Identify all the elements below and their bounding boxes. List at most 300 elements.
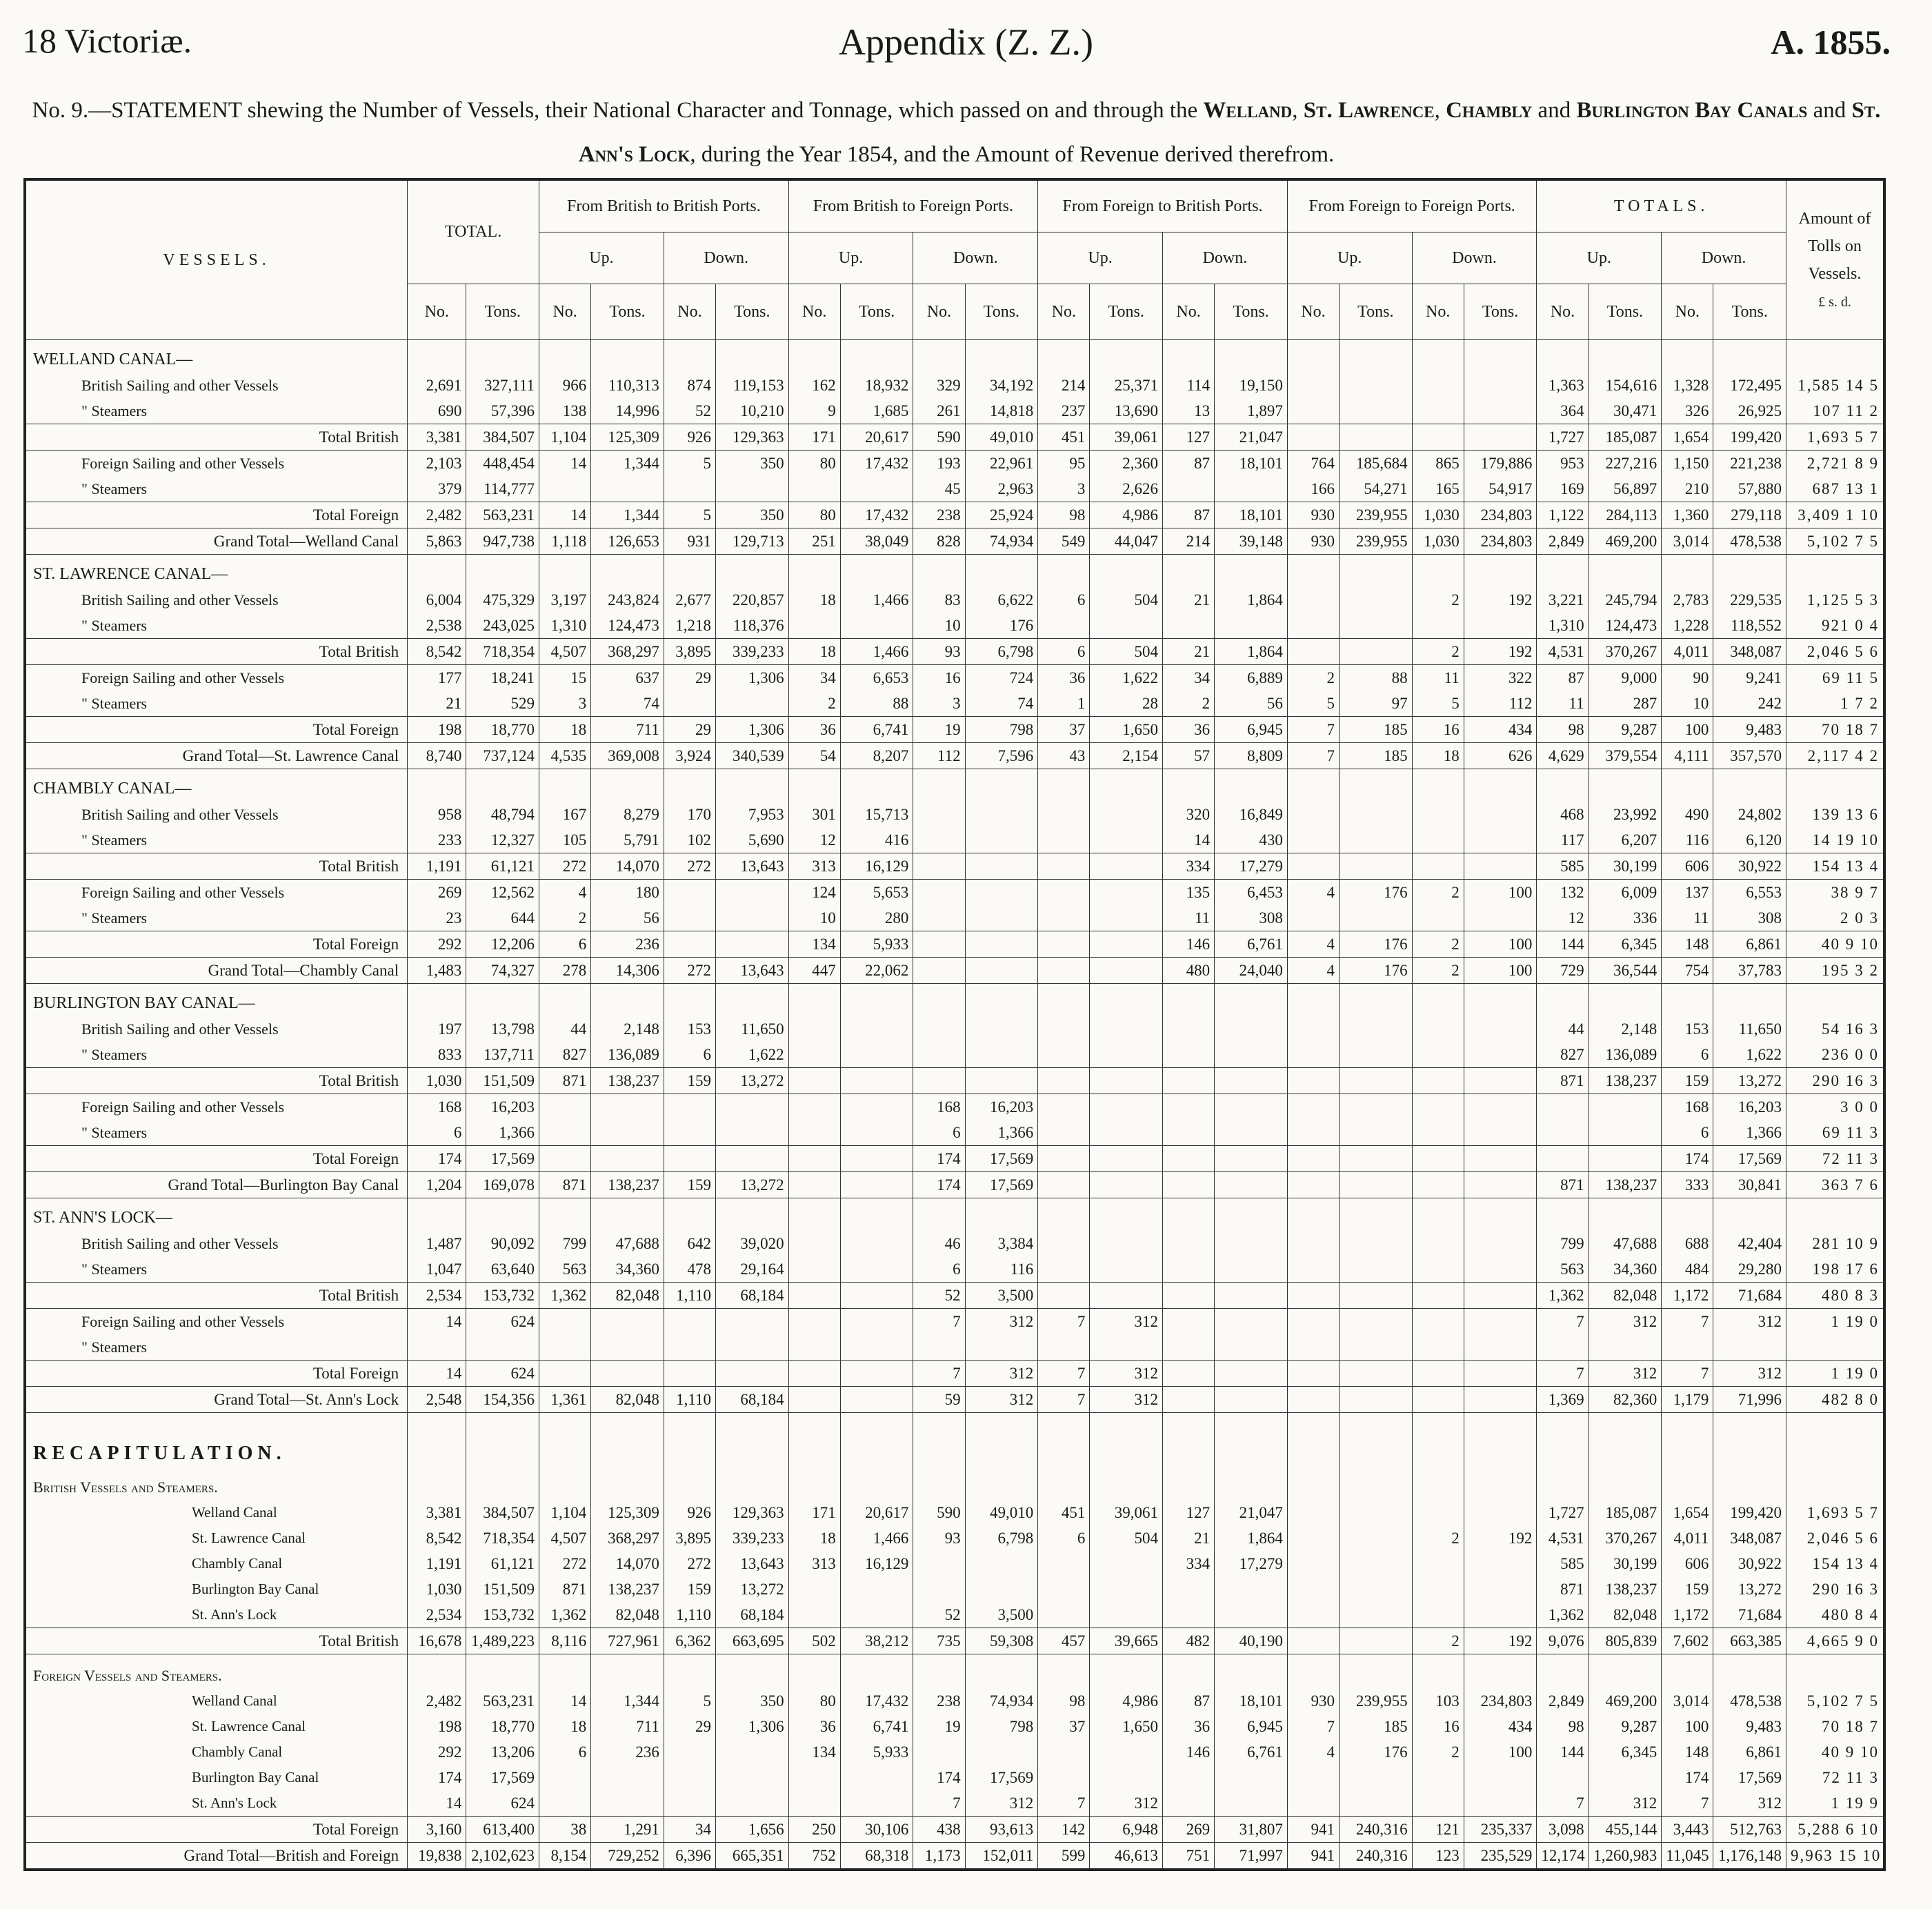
value-cell: 8,154 xyxy=(539,1843,591,1870)
table-row xyxy=(25,587,1884,613)
value-cell: 624 xyxy=(466,1309,539,1335)
table-row xyxy=(25,1334,1884,1361)
tolls-cell: 2,046 5 6 xyxy=(1786,1525,1885,1551)
value-cell: 185 xyxy=(1339,717,1412,743)
value-cell: 370,267 xyxy=(1589,639,1662,665)
value-cell xyxy=(1713,1334,1786,1361)
value-cell: 549 xyxy=(1038,528,1090,555)
value-cell xyxy=(1339,424,1412,451)
tolls-cell: 2,721 8 9 xyxy=(1786,451,1885,477)
empty-cell xyxy=(664,1654,715,1689)
value-cell xyxy=(1090,1068,1163,1094)
tolls-cell: 139 13 6 xyxy=(1786,802,1885,827)
value-cell: 871 xyxy=(1537,1172,1589,1198)
value-cell xyxy=(539,476,591,502)
empty-cell xyxy=(466,555,539,588)
empty-cell xyxy=(1038,1466,1090,1500)
value-cell xyxy=(1090,802,1163,827)
value-cell: 313 xyxy=(788,1551,840,1576)
value-cell: 19,838 xyxy=(408,1843,466,1870)
value-cell: 9,076 xyxy=(1537,1628,1589,1654)
value-cell xyxy=(1339,1309,1412,1335)
value-cell: 2,849 xyxy=(1537,1688,1589,1714)
value-cell: 711 xyxy=(591,1714,664,1739)
value-cell xyxy=(788,1334,840,1361)
value-cell xyxy=(1163,1361,1215,1387)
value-cell xyxy=(715,1120,788,1146)
value-cell xyxy=(1287,1334,1339,1361)
row-label: British Sailing and other Vessels xyxy=(25,587,408,613)
value-cell xyxy=(1412,1283,1464,1309)
value-cell xyxy=(591,1146,664,1172)
value-cell xyxy=(1464,1387,1537,1413)
empty-cell xyxy=(664,555,715,588)
value-cell xyxy=(1339,1790,1412,1817)
value-cell xyxy=(715,1790,788,1817)
value-cell: 90,092 xyxy=(466,1231,539,1256)
value-cell: 312 xyxy=(1713,1309,1786,1335)
row-label: ST. LAWRENCE CANAL— xyxy=(25,555,408,588)
value-cell: 1,344 xyxy=(591,1688,664,1714)
appendix-title: Appendix (Z. Z.) xyxy=(839,21,1093,63)
table-row xyxy=(25,1602,1884,1628)
value-cell xyxy=(1464,1283,1537,1309)
value-cell: 20,617 xyxy=(840,1500,913,1525)
value-cell xyxy=(591,476,664,502)
table-row xyxy=(25,880,1884,906)
value-cell: 799 xyxy=(1537,1231,1589,1256)
value-cell xyxy=(1038,1094,1090,1120)
value-cell: 798 xyxy=(965,1714,1038,1739)
table-row xyxy=(25,1525,1884,1551)
value-cell: 11,650 xyxy=(715,1016,788,1042)
value-cell: 626 xyxy=(1464,743,1537,769)
value-cell: 16,203 xyxy=(466,1094,539,1120)
value-cell: 198 xyxy=(408,717,466,743)
value-cell xyxy=(965,1042,1038,1068)
empty-cell xyxy=(466,1654,539,1689)
value-cell xyxy=(840,1094,913,1120)
value-cell: 369,008 xyxy=(591,743,664,769)
table-row xyxy=(25,1231,1884,1256)
value-cell: 3,381 xyxy=(408,424,466,451)
value-cell xyxy=(840,1256,913,1283)
value-cell xyxy=(1412,1387,1464,1413)
value-cell: 13,272 xyxy=(1713,1576,1786,1602)
empty-cell xyxy=(840,555,913,588)
tons-subheader: Tons. xyxy=(1464,284,1537,340)
tons-subheader: Tons. xyxy=(1215,284,1288,340)
value-cell: 2 xyxy=(1412,958,1464,984)
empty-cell xyxy=(840,769,913,802)
value-cell: 8,740 xyxy=(408,743,466,769)
value-cell: 2,482 xyxy=(408,1688,466,1714)
value-cell: 61,121 xyxy=(466,1551,539,1576)
empty-cell xyxy=(1662,1413,1713,1467)
value-cell xyxy=(1038,1042,1090,1068)
value-cell xyxy=(965,853,1038,880)
row-label: Grand Total—St. Ann's Lock xyxy=(25,1387,408,1413)
value-cell: 1,122 xyxy=(1537,502,1589,528)
value-cell: 100 xyxy=(1464,931,1537,958)
value-cell xyxy=(539,1094,591,1120)
value-cell: 112 xyxy=(1464,691,1537,717)
value-cell xyxy=(1163,613,1215,639)
value-cell: 312 xyxy=(965,1361,1038,1387)
value-cell: 3,895 xyxy=(664,639,715,665)
row-label: " Steamers xyxy=(25,1334,408,1361)
row-label: RECAPITULATION. xyxy=(25,1413,408,1467)
value-cell: 250 xyxy=(788,1817,840,1843)
value-cell xyxy=(1589,1094,1662,1120)
value-cell xyxy=(1287,1500,1339,1525)
value-cell: 18 xyxy=(788,639,840,665)
value-cell: 123 xyxy=(1412,1843,1464,1870)
row-label: British Vessels and Steamers. xyxy=(25,1466,408,1500)
value-cell: 6 xyxy=(539,931,591,958)
tolls-cell: 3,409 1 10 xyxy=(1786,502,1885,528)
value-cell: 185,684 xyxy=(1339,451,1412,477)
value-cell xyxy=(913,1739,965,1765)
value-cell: 236 xyxy=(591,1739,664,1765)
row-label: British Sailing and other Vessels xyxy=(25,802,408,827)
value-cell: 199,420 xyxy=(1713,1500,1786,1525)
tolls-cell: 1 7 2 xyxy=(1786,691,1885,717)
value-cell xyxy=(664,1739,715,1765)
value-cell: 17,569 xyxy=(1713,1765,1786,1790)
value-cell: 327,111 xyxy=(466,373,539,398)
value-cell: 3,381 xyxy=(408,1500,466,1525)
value-cell xyxy=(788,1283,840,1309)
table-row xyxy=(25,1016,1884,1042)
value-cell: 21,047 xyxy=(1215,1500,1288,1525)
value-cell: 193 xyxy=(913,451,965,477)
value-cell: 2,548 xyxy=(408,1387,466,1413)
value-cell: 80 xyxy=(788,502,840,528)
value-cell: 727,961 xyxy=(591,1628,664,1654)
value-cell: 280 xyxy=(840,905,913,931)
value-cell: 44,047 xyxy=(1090,528,1163,555)
value-cell xyxy=(1090,905,1163,931)
empty-cell xyxy=(1662,340,1713,373)
value-cell: 606 xyxy=(1662,1551,1713,1576)
empty-cell xyxy=(1662,555,1713,588)
value-cell xyxy=(1464,424,1537,451)
table-row xyxy=(25,958,1884,984)
value-cell: 47,688 xyxy=(1589,1231,1662,1256)
value-cell xyxy=(840,1387,913,1413)
value-cell xyxy=(1215,1172,1288,1198)
value-cell xyxy=(1038,1576,1090,1602)
value-cell: 68,184 xyxy=(715,1283,788,1309)
value-cell: 947,738 xyxy=(466,528,539,555)
value-cell: 451 xyxy=(1038,1500,1090,1525)
empty-cell xyxy=(1464,1198,1537,1232)
value-cell: 137,711 xyxy=(466,1042,539,1068)
value-cell: 30,199 xyxy=(1589,1551,1662,1576)
value-cell xyxy=(1287,1172,1339,1198)
table-row xyxy=(25,476,1884,502)
value-cell xyxy=(1090,1765,1163,1790)
value-cell: 2 xyxy=(1412,1739,1464,1765)
tons-subheader: Tons. xyxy=(591,284,664,340)
value-cell: 1,489,223 xyxy=(466,1628,539,1654)
value-cell: 688 xyxy=(1662,1231,1713,1256)
value-cell xyxy=(1287,1042,1339,1068)
value-cell xyxy=(1038,1739,1090,1765)
value-cell xyxy=(840,1042,913,1068)
tolls-cell: 5,102 7 5 xyxy=(1786,1688,1885,1714)
tolls-cell xyxy=(1786,1334,1885,1361)
value-cell: 38,049 xyxy=(840,528,913,555)
empty-cell xyxy=(1537,555,1589,588)
value-cell: 966 xyxy=(539,373,591,398)
value-cell: 36 xyxy=(788,717,840,743)
value-cell xyxy=(1215,1256,1288,1283)
value-cell: 240,316 xyxy=(1339,1817,1412,1843)
empty-cell xyxy=(715,1654,788,1689)
value-cell: 16,678 xyxy=(408,1628,466,1654)
row-label: St. Lawrence Canal xyxy=(25,1714,408,1739)
value-cell: 1,366 xyxy=(965,1120,1038,1146)
value-cell xyxy=(913,880,965,906)
empty-cell xyxy=(1215,1466,1288,1500)
row-label: Total British xyxy=(25,853,408,880)
value-cell xyxy=(1038,1283,1090,1309)
value-cell: 1,172 xyxy=(1662,1283,1713,1309)
empty-cell xyxy=(1537,1466,1589,1500)
value-cell: 10,210 xyxy=(715,398,788,424)
value-cell xyxy=(1412,1361,1464,1387)
value-cell: 52 xyxy=(913,1283,965,1309)
empty-cell xyxy=(591,1466,664,1500)
value-cell xyxy=(715,476,788,502)
value-cell xyxy=(840,1231,913,1256)
value-cell: 144 xyxy=(1537,931,1589,958)
value-cell: 2,103 xyxy=(408,451,466,477)
value-cell xyxy=(539,1334,591,1361)
value-cell: 134 xyxy=(788,1739,840,1765)
value-cell: 167 xyxy=(539,802,591,827)
empty-cell xyxy=(1038,1198,1090,1232)
value-cell xyxy=(1464,1120,1537,1146)
value-cell: 368,297 xyxy=(591,1525,664,1551)
empty-cell xyxy=(1339,555,1412,588)
value-cell xyxy=(1339,802,1412,827)
value-cell: 9,483 xyxy=(1713,717,1786,743)
empty-cell xyxy=(664,1198,715,1232)
value-cell: 642 xyxy=(664,1231,715,1256)
value-cell xyxy=(840,1120,913,1146)
value-cell: 14 xyxy=(408,1361,466,1387)
value-cell xyxy=(1287,1790,1339,1817)
row-label: Grand Total—British and Foreign xyxy=(25,1843,408,1870)
value-cell: 665,351 xyxy=(715,1843,788,1870)
value-cell: 1,191 xyxy=(408,1551,466,1576)
row-label: Foreign Sailing and other Vessels xyxy=(25,665,408,691)
value-cell: 14,070 xyxy=(591,1551,664,1576)
value-cell xyxy=(1215,613,1288,639)
value-cell: 18 xyxy=(539,1714,591,1739)
value-cell: 11 xyxy=(1412,665,1464,691)
value-cell: 6,861 xyxy=(1713,931,1786,958)
value-cell: 2,534 xyxy=(408,1283,466,1309)
value-cell: 1,362 xyxy=(539,1283,591,1309)
value-cell: 2,148 xyxy=(1589,1016,1662,1042)
value-cell: 169 xyxy=(1537,476,1589,502)
value-cell: 199,420 xyxy=(1713,424,1786,451)
value-cell: 45 xyxy=(913,476,965,502)
value-cell: 1,218 xyxy=(664,613,715,639)
value-cell: 799 xyxy=(539,1231,591,1256)
empty-cell xyxy=(913,340,965,373)
value-cell: 129,363 xyxy=(715,1500,788,1525)
value-cell: 1,622 xyxy=(1090,665,1163,691)
value-cell xyxy=(840,1334,913,1361)
value-cell: 18,770 xyxy=(466,1714,539,1739)
value-cell xyxy=(1412,827,1464,853)
value-cell xyxy=(1412,1042,1464,1068)
value-cell: 29 xyxy=(664,717,715,743)
table-row xyxy=(25,717,1884,743)
value-cell xyxy=(1464,398,1537,424)
value-cell: 243,824 xyxy=(591,587,664,613)
value-cell: 17,569 xyxy=(965,1172,1038,1198)
value-cell: 25,371 xyxy=(1090,373,1163,398)
value-cell: 13,272 xyxy=(715,1172,788,1198)
statement-title: No. 9.—STATEMENT shewing the Number of Vessels, their National Character and Tonnage, which passed on and through the Welland, St. Lawrence, Chambly and Burlington Bay Canals and St. Ann's Lock, during the Year 1854, and the Amount of Revenue derived therefrom. xyxy=(32,98,1881,167)
value-cell: 1,176,148 xyxy=(1713,1843,1786,1870)
empty-cell xyxy=(1412,1466,1464,1500)
value-cell: 340,539 xyxy=(715,743,788,769)
value-cell xyxy=(539,1361,591,1387)
row-label: " Steamers xyxy=(25,691,408,717)
value-cell xyxy=(1163,1309,1215,1335)
value-cell: 16 xyxy=(1412,717,1464,743)
row-label: " Steamers xyxy=(25,905,408,931)
value-cell: 49,010 xyxy=(965,1500,1038,1525)
value-cell: 18 xyxy=(788,587,840,613)
value-cell: 585 xyxy=(1537,1551,1589,1576)
value-cell xyxy=(1412,1068,1464,1094)
table-row xyxy=(25,1551,1884,1576)
empty-cell xyxy=(1215,340,1288,373)
value-cell: 18 xyxy=(539,717,591,743)
table-row xyxy=(25,1714,1884,1739)
empty-cell xyxy=(1412,1198,1464,1232)
value-cell xyxy=(1215,1602,1288,1628)
value-cell: 15,713 xyxy=(840,802,913,827)
value-cell xyxy=(591,1120,664,1146)
value-cell: 865 xyxy=(1412,451,1464,477)
value-cell: 6,345 xyxy=(1589,931,1662,958)
empty-cell xyxy=(1464,984,1537,1017)
value-cell: 1,306 xyxy=(715,1714,788,1739)
value-cell: 52 xyxy=(664,398,715,424)
value-cell xyxy=(1537,1765,1589,1790)
empty-cell xyxy=(466,1466,539,1500)
value-cell xyxy=(1163,1016,1215,1042)
value-cell: 82,048 xyxy=(591,1602,664,1628)
value-cell: 6,653 xyxy=(840,665,913,691)
value-cell xyxy=(1412,398,1464,424)
value-cell xyxy=(788,613,840,639)
value-cell xyxy=(1412,905,1464,931)
value-cell xyxy=(1215,1042,1288,1068)
value-cell: 326 xyxy=(1662,398,1713,424)
empty-cell xyxy=(1412,769,1464,802)
value-cell: 13,206 xyxy=(466,1739,539,1765)
value-cell xyxy=(913,1042,965,1068)
tolls-cell: 154 13 4 xyxy=(1786,1551,1885,1576)
value-cell: 138,237 xyxy=(591,1172,664,1198)
no-subheader: No. xyxy=(1287,284,1339,340)
value-cell: 1,897 xyxy=(1215,398,1288,424)
value-cell xyxy=(1339,1525,1412,1551)
value-cell: 1,864 xyxy=(1215,1525,1288,1551)
value-cell: 2,963 xyxy=(965,476,1038,502)
value-cell xyxy=(1464,373,1537,398)
value-cell: 833 xyxy=(408,1042,466,1068)
value-cell: 100 xyxy=(1662,1714,1713,1739)
value-cell: 451 xyxy=(1038,424,1090,451)
value-cell: 30,841 xyxy=(1713,1172,1786,1198)
value-cell: 3,443 xyxy=(1662,1817,1713,1843)
tons-subheader: Tons. xyxy=(1090,284,1163,340)
tolls-cell: 40 9 10 xyxy=(1786,931,1885,958)
value-cell: 11 xyxy=(1537,691,1589,717)
value-cell: 174 xyxy=(408,1765,466,1790)
table-row xyxy=(25,1500,1884,1525)
empty-cell xyxy=(1287,1466,1339,1500)
value-cell xyxy=(591,1790,664,1817)
value-cell: 24,802 xyxy=(1713,802,1786,827)
value-cell: 1,030 xyxy=(1412,528,1464,555)
value-cell: 71,684 xyxy=(1713,1602,1786,1628)
row-label: St. Ann's Lock xyxy=(25,1790,408,1817)
value-cell: 5 xyxy=(664,502,715,528)
empty-cell xyxy=(539,984,591,1017)
row-label: Grand Total—Chambly Canal xyxy=(25,958,408,984)
empty-cell xyxy=(1713,769,1786,802)
value-cell: 176 xyxy=(1339,880,1412,906)
row-label: St. Lawrence Canal xyxy=(25,1525,408,1551)
table-row xyxy=(25,1790,1884,1817)
value-cell: 563 xyxy=(539,1256,591,1283)
year-header: A. 1855. xyxy=(1771,23,1891,61)
value-cell xyxy=(591,1094,664,1120)
value-cell xyxy=(965,1739,1038,1765)
tolls-cell: 198 17 6 xyxy=(1786,1256,1885,1283)
value-cell xyxy=(664,1094,715,1120)
value-cell: 1,291 xyxy=(591,1817,664,1843)
value-cell xyxy=(466,1334,539,1361)
value-cell: 12 xyxy=(788,827,840,853)
value-cell: 180 xyxy=(591,880,664,906)
value-cell: 14 xyxy=(1163,827,1215,853)
value-cell: 724 xyxy=(965,665,1038,691)
value-cell xyxy=(788,1146,840,1172)
value-cell xyxy=(1464,1309,1537,1335)
value-cell: 11,045 xyxy=(1662,1843,1713,1870)
value-cell: 1,191 xyxy=(408,853,466,880)
value-cell: 95 xyxy=(1038,451,1090,477)
value-cell xyxy=(1038,802,1090,827)
row-label: Grand Total—Burlington Bay Canal xyxy=(25,1172,408,1198)
value-cell: 137 xyxy=(1662,880,1713,906)
value-cell: 5,653 xyxy=(840,880,913,906)
value-cell: 9,287 xyxy=(1589,717,1662,743)
